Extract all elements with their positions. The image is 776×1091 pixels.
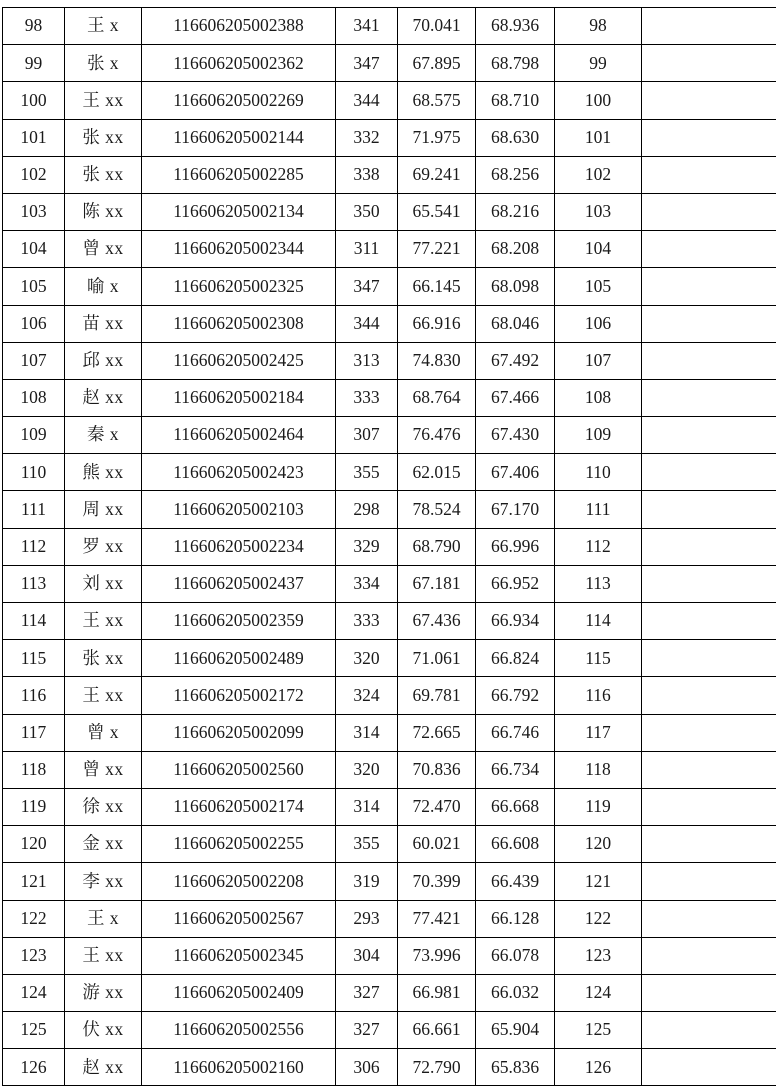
initial-score-cell: 355 — [336, 826, 398, 863]
table-row — [3, 342, 776, 379]
initial-score-cell: 298 — [336, 491, 398, 528]
candidate-id-cell: 116606205002409 — [142, 974, 336, 1011]
note-cell — [642, 8, 776, 45]
note-cell — [642, 231, 776, 268]
table-row — [3, 417, 776, 454]
note-cell — [642, 454, 776, 491]
table-row — [3, 640, 776, 677]
note-cell — [642, 900, 776, 937]
table-row — [3, 974, 776, 1011]
rank-cell: 100 — [555, 82, 642, 119]
serial-number-cell: 108 — [3, 379, 65, 416]
candidate-id-cell: 116606205002388 — [142, 8, 336, 45]
name-cell: 张 xx — [65, 119, 142, 156]
candidate-id-cell: 116606205002345 — [142, 937, 336, 974]
candidate-id-cell: 116606205002269 — [142, 82, 336, 119]
initial-score-cell: 338 — [336, 156, 398, 193]
candidate-id-cell: 116606205002103 — [142, 491, 336, 528]
table-row — [3, 268, 776, 305]
candidate-id-cell: 116606205002489 — [142, 640, 336, 677]
serial-number-cell: 110 — [3, 454, 65, 491]
total-score-cell: 68.256 — [476, 156, 555, 193]
initial-score-cell: 347 — [336, 268, 398, 305]
serial-number-cell: 125 — [3, 1012, 65, 1049]
name-cell: 王 xx — [65, 82, 142, 119]
candidate-id-cell: 116606205002308 — [142, 305, 336, 342]
rank-cell: 119 — [555, 788, 642, 825]
initial-score-cell: 307 — [336, 417, 398, 454]
initial-score-cell: 304 — [336, 937, 398, 974]
serial-number-cell: 122 — [3, 900, 65, 937]
rank-cell: 117 — [555, 714, 642, 751]
rank-cell: 112 — [555, 528, 642, 565]
name-cell: 张 xx — [65, 640, 142, 677]
note-cell — [642, 417, 776, 454]
serial-number-cell: 116 — [3, 677, 65, 714]
note-cell — [642, 491, 776, 528]
rank-cell: 102 — [555, 156, 642, 193]
initial-score-cell: 332 — [336, 119, 398, 156]
note-cell — [642, 342, 776, 379]
name-cell: 赵 xx — [65, 1049, 142, 1086]
note-cell — [642, 1049, 776, 1086]
total-score-cell: 67.466 — [476, 379, 555, 416]
rank-cell: 125 — [555, 1012, 642, 1049]
score-table — [2, 7, 776, 1086]
retest-score-cell: 70.399 — [398, 863, 476, 900]
note-cell — [642, 788, 776, 825]
name-cell: 秦 x — [65, 417, 142, 454]
serial-number-cell: 109 — [3, 417, 65, 454]
rank-cell: 121 — [555, 863, 642, 900]
name-cell: 王 xx — [65, 677, 142, 714]
retest-score-cell: 66.145 — [398, 268, 476, 305]
note-cell — [642, 603, 776, 640]
total-score-cell: 68.936 — [476, 8, 555, 45]
candidate-id-cell: 116606205002184 — [142, 379, 336, 416]
retest-score-cell: 71.061 — [398, 640, 476, 677]
note-cell — [642, 82, 776, 119]
rank-cell: 124 — [555, 974, 642, 1011]
note-cell — [642, 156, 776, 193]
serial-number-cell: 126 — [3, 1049, 65, 1086]
serial-number-cell: 112 — [3, 528, 65, 565]
retest-score-cell: 67.181 — [398, 565, 476, 602]
total-score-cell: 66.078 — [476, 937, 555, 974]
table-row — [3, 826, 776, 863]
name-cell: 王 x — [65, 8, 142, 45]
initial-score-cell: 344 — [336, 305, 398, 342]
serial-number-cell: 118 — [3, 751, 65, 788]
initial-score-cell: 320 — [336, 751, 398, 788]
candidate-id-cell: 116606205002255 — [142, 826, 336, 863]
total-score-cell: 68.630 — [476, 119, 555, 156]
initial-score-cell: 293 — [336, 900, 398, 937]
name-cell: 刘 xx — [65, 565, 142, 602]
note-cell — [642, 974, 776, 1011]
name-cell: 喻 x — [65, 268, 142, 305]
candidate-id-cell: 116606205002344 — [142, 231, 336, 268]
table-row — [3, 863, 776, 900]
initial-score-cell: 314 — [336, 788, 398, 825]
serial-number-cell: 123 — [3, 937, 65, 974]
name-cell: 苗 xx — [65, 305, 142, 342]
total-score-cell: 66.952 — [476, 565, 555, 602]
table-row — [3, 565, 776, 602]
candidate-id-cell: 116606205002437 — [142, 565, 336, 602]
rank-cell: 101 — [555, 119, 642, 156]
table-row — [3, 714, 776, 751]
candidate-id-cell: 116606205002560 — [142, 751, 336, 788]
table-row — [3, 379, 776, 416]
total-score-cell: 66.792 — [476, 677, 555, 714]
initial-score-cell: 347 — [336, 45, 398, 82]
table-row — [3, 900, 776, 937]
name-cell: 李 xx — [65, 863, 142, 900]
candidate-id-cell: 116606205002208 — [142, 863, 336, 900]
candidate-id-cell: 116606205002099 — [142, 714, 336, 751]
serial-number-cell: 124 — [3, 974, 65, 1011]
serial-number-cell: 99 — [3, 45, 65, 82]
name-cell: 伏 xx — [65, 1012, 142, 1049]
initial-score-cell: 350 — [336, 193, 398, 230]
serial-number-cell: 104 — [3, 231, 65, 268]
retest-score-cell: 60.021 — [398, 826, 476, 863]
serial-number-cell: 101 — [3, 119, 65, 156]
total-score-cell: 67.170 — [476, 491, 555, 528]
total-score-cell: 68.098 — [476, 268, 555, 305]
candidate-id-cell: 116606205002362 — [142, 45, 336, 82]
initial-score-cell: 324 — [336, 677, 398, 714]
table-body — [3, 8, 776, 1086]
candidate-id-cell: 116606205002464 — [142, 417, 336, 454]
serial-number-cell: 115 — [3, 640, 65, 677]
serial-number-cell: 114 — [3, 603, 65, 640]
name-cell: 邱 xx — [65, 342, 142, 379]
serial-number-cell: 120 — [3, 826, 65, 863]
initial-score-cell: 314 — [336, 714, 398, 751]
serial-number-cell: 98 — [3, 8, 65, 45]
table-row — [3, 45, 776, 82]
note-cell — [642, 677, 776, 714]
rank-cell: 104 — [555, 231, 642, 268]
note-cell — [642, 565, 776, 602]
rank-cell: 98 — [555, 8, 642, 45]
table-row — [3, 119, 776, 156]
table-row — [3, 751, 776, 788]
serial-number-cell: 117 — [3, 714, 65, 751]
table-row — [3, 1012, 776, 1049]
total-score-cell: 66.128 — [476, 900, 555, 937]
note-cell — [642, 714, 776, 751]
initial-score-cell: 355 — [336, 454, 398, 491]
candidate-id-cell: 116606205002325 — [142, 268, 336, 305]
table-row — [3, 82, 776, 119]
total-score-cell: 68.216 — [476, 193, 555, 230]
name-cell: 游 xx — [65, 974, 142, 1011]
serial-number-cell: 113 — [3, 565, 65, 602]
rank-cell: 123 — [555, 937, 642, 974]
table-row — [3, 231, 776, 268]
table-row — [3, 937, 776, 974]
retest-score-cell: 73.996 — [398, 937, 476, 974]
total-score-cell: 66.734 — [476, 751, 555, 788]
name-cell: 金 xx — [65, 826, 142, 863]
rank-cell: 107 — [555, 342, 642, 379]
table-row — [3, 491, 776, 528]
note-cell — [642, 193, 776, 230]
table-row — [3, 305, 776, 342]
total-score-cell: 66.439 — [476, 863, 555, 900]
total-score-cell: 68.710 — [476, 82, 555, 119]
note-cell — [642, 751, 776, 788]
rank-cell: 105 — [555, 268, 642, 305]
retest-score-cell: 65.541 — [398, 193, 476, 230]
candidate-id-cell: 116606205002160 — [142, 1049, 336, 1086]
table-row — [3, 677, 776, 714]
name-cell: 曾 x — [65, 714, 142, 751]
initial-score-cell: 320 — [336, 640, 398, 677]
candidate-id-cell: 116606205002172 — [142, 677, 336, 714]
rank-cell: 108 — [555, 379, 642, 416]
total-score-cell: 68.046 — [476, 305, 555, 342]
total-score-cell: 67.430 — [476, 417, 555, 454]
serial-number-cell: 103 — [3, 193, 65, 230]
serial-number-cell: 107 — [3, 342, 65, 379]
total-score-cell: 68.798 — [476, 45, 555, 82]
name-cell: 周 xx — [65, 491, 142, 528]
retest-score-cell: 66.916 — [398, 305, 476, 342]
serial-number-cell: 100 — [3, 82, 65, 119]
name-cell: 王 xx — [65, 603, 142, 640]
name-cell: 张 xx — [65, 156, 142, 193]
retest-score-cell: 66.981 — [398, 974, 476, 1011]
table-row — [3, 454, 776, 491]
serial-number-cell: 106 — [3, 305, 65, 342]
initial-score-cell: 333 — [336, 379, 398, 416]
table-row — [3, 528, 776, 565]
name-cell: 徐 xx — [65, 788, 142, 825]
note-cell — [642, 863, 776, 900]
total-score-cell: 65.904 — [476, 1012, 555, 1049]
note-cell — [642, 826, 776, 863]
note-cell — [642, 305, 776, 342]
rank-cell: 120 — [555, 826, 642, 863]
retest-score-cell: 69.241 — [398, 156, 476, 193]
total-score-cell: 66.668 — [476, 788, 555, 825]
table-row — [3, 8, 776, 45]
table-row — [3, 193, 776, 230]
retest-score-cell: 74.830 — [398, 342, 476, 379]
retest-score-cell: 72.470 — [398, 788, 476, 825]
rank-cell: 115 — [555, 640, 642, 677]
total-score-cell: 67.406 — [476, 454, 555, 491]
initial-score-cell: 306 — [336, 1049, 398, 1086]
candidate-id-cell: 116606205002144 — [142, 119, 336, 156]
name-cell: 罗 xx — [65, 528, 142, 565]
total-score-cell: 68.208 — [476, 231, 555, 268]
candidate-id-cell: 116606205002556 — [142, 1012, 336, 1049]
rank-cell: 103 — [555, 193, 642, 230]
note-cell — [642, 268, 776, 305]
candidate-id-cell: 116606205002359 — [142, 603, 336, 640]
total-score-cell: 66.032 — [476, 974, 555, 1011]
total-score-cell: 66.824 — [476, 640, 555, 677]
total-score-cell: 66.746 — [476, 714, 555, 751]
rank-cell: 110 — [555, 454, 642, 491]
name-cell: 陈 xx — [65, 193, 142, 230]
rank-cell: 118 — [555, 751, 642, 788]
note-cell — [642, 640, 776, 677]
retest-score-cell: 66.661 — [398, 1012, 476, 1049]
retest-score-cell: 72.790 — [398, 1049, 476, 1086]
table-row — [3, 1049, 776, 1086]
candidate-id-cell: 116606205002174 — [142, 788, 336, 825]
retest-score-cell: 76.476 — [398, 417, 476, 454]
initial-score-cell: 341 — [336, 8, 398, 45]
retest-score-cell: 68.764 — [398, 379, 476, 416]
rank-cell: 113 — [555, 565, 642, 602]
name-cell: 熊 xx — [65, 454, 142, 491]
retest-score-cell: 78.524 — [398, 491, 476, 528]
candidate-id-cell: 116606205002423 — [142, 454, 336, 491]
serial-number-cell: 121 — [3, 863, 65, 900]
initial-score-cell: 329 — [336, 528, 398, 565]
note-cell — [642, 1012, 776, 1049]
candidate-id-cell: 116606205002134 — [142, 193, 336, 230]
candidate-id-cell: 116606205002567 — [142, 900, 336, 937]
note-cell — [642, 119, 776, 156]
initial-score-cell: 327 — [336, 1012, 398, 1049]
rank-cell: 109 — [555, 417, 642, 454]
retest-score-cell: 77.421 — [398, 900, 476, 937]
retest-score-cell: 71.975 — [398, 119, 476, 156]
retest-score-cell: 68.790 — [398, 528, 476, 565]
total-score-cell: 66.934 — [476, 603, 555, 640]
total-score-cell: 65.836 — [476, 1049, 555, 1086]
initial-score-cell: 327 — [336, 974, 398, 1011]
table-row — [3, 156, 776, 193]
retest-score-cell: 68.575 — [398, 82, 476, 119]
candidate-id-cell: 116606205002285 — [142, 156, 336, 193]
initial-score-cell: 333 — [336, 603, 398, 640]
retest-score-cell: 67.895 — [398, 45, 476, 82]
name-cell: 曾 xx — [65, 751, 142, 788]
retest-score-cell: 70.041 — [398, 8, 476, 45]
retest-score-cell: 67.436 — [398, 603, 476, 640]
serial-number-cell: 119 — [3, 788, 65, 825]
name-cell: 曾 xx — [65, 231, 142, 268]
retest-score-cell: 69.781 — [398, 677, 476, 714]
initial-score-cell: 319 — [336, 863, 398, 900]
rank-cell: 99 — [555, 45, 642, 82]
rank-cell: 106 — [555, 305, 642, 342]
rank-cell: 111 — [555, 491, 642, 528]
total-score-cell: 66.996 — [476, 528, 555, 565]
serial-number-cell: 105 — [3, 268, 65, 305]
note-cell — [642, 937, 776, 974]
serial-number-cell: 111 — [3, 491, 65, 528]
name-cell: 王 xx — [65, 937, 142, 974]
initial-score-cell: 344 — [336, 82, 398, 119]
note-cell — [642, 528, 776, 565]
retest-score-cell: 77.221 — [398, 231, 476, 268]
retest-score-cell: 62.015 — [398, 454, 476, 491]
note-cell — [642, 45, 776, 82]
rank-cell: 122 — [555, 900, 642, 937]
total-score-cell: 66.608 — [476, 826, 555, 863]
candidate-id-cell: 116606205002234 — [142, 528, 336, 565]
initial-score-cell: 311 — [336, 231, 398, 268]
retest-score-cell: 72.665 — [398, 714, 476, 751]
initial-score-cell: 334 — [336, 565, 398, 602]
serial-number-cell: 102 — [3, 156, 65, 193]
name-cell: 王 x — [65, 900, 142, 937]
note-cell — [642, 379, 776, 416]
rank-cell: 116 — [555, 677, 642, 714]
retest-score-cell: 70.836 — [398, 751, 476, 788]
rank-cell: 114 — [555, 603, 642, 640]
table-row — [3, 788, 776, 825]
name-cell: 赵 xx — [65, 379, 142, 416]
total-score-cell: 67.492 — [476, 342, 555, 379]
candidate-id-cell: 116606205002425 — [142, 342, 336, 379]
name-cell: 张 x — [65, 45, 142, 82]
rank-cell: 126 — [555, 1049, 642, 1086]
table-row — [3, 603, 776, 640]
initial-score-cell: 313 — [336, 342, 398, 379]
